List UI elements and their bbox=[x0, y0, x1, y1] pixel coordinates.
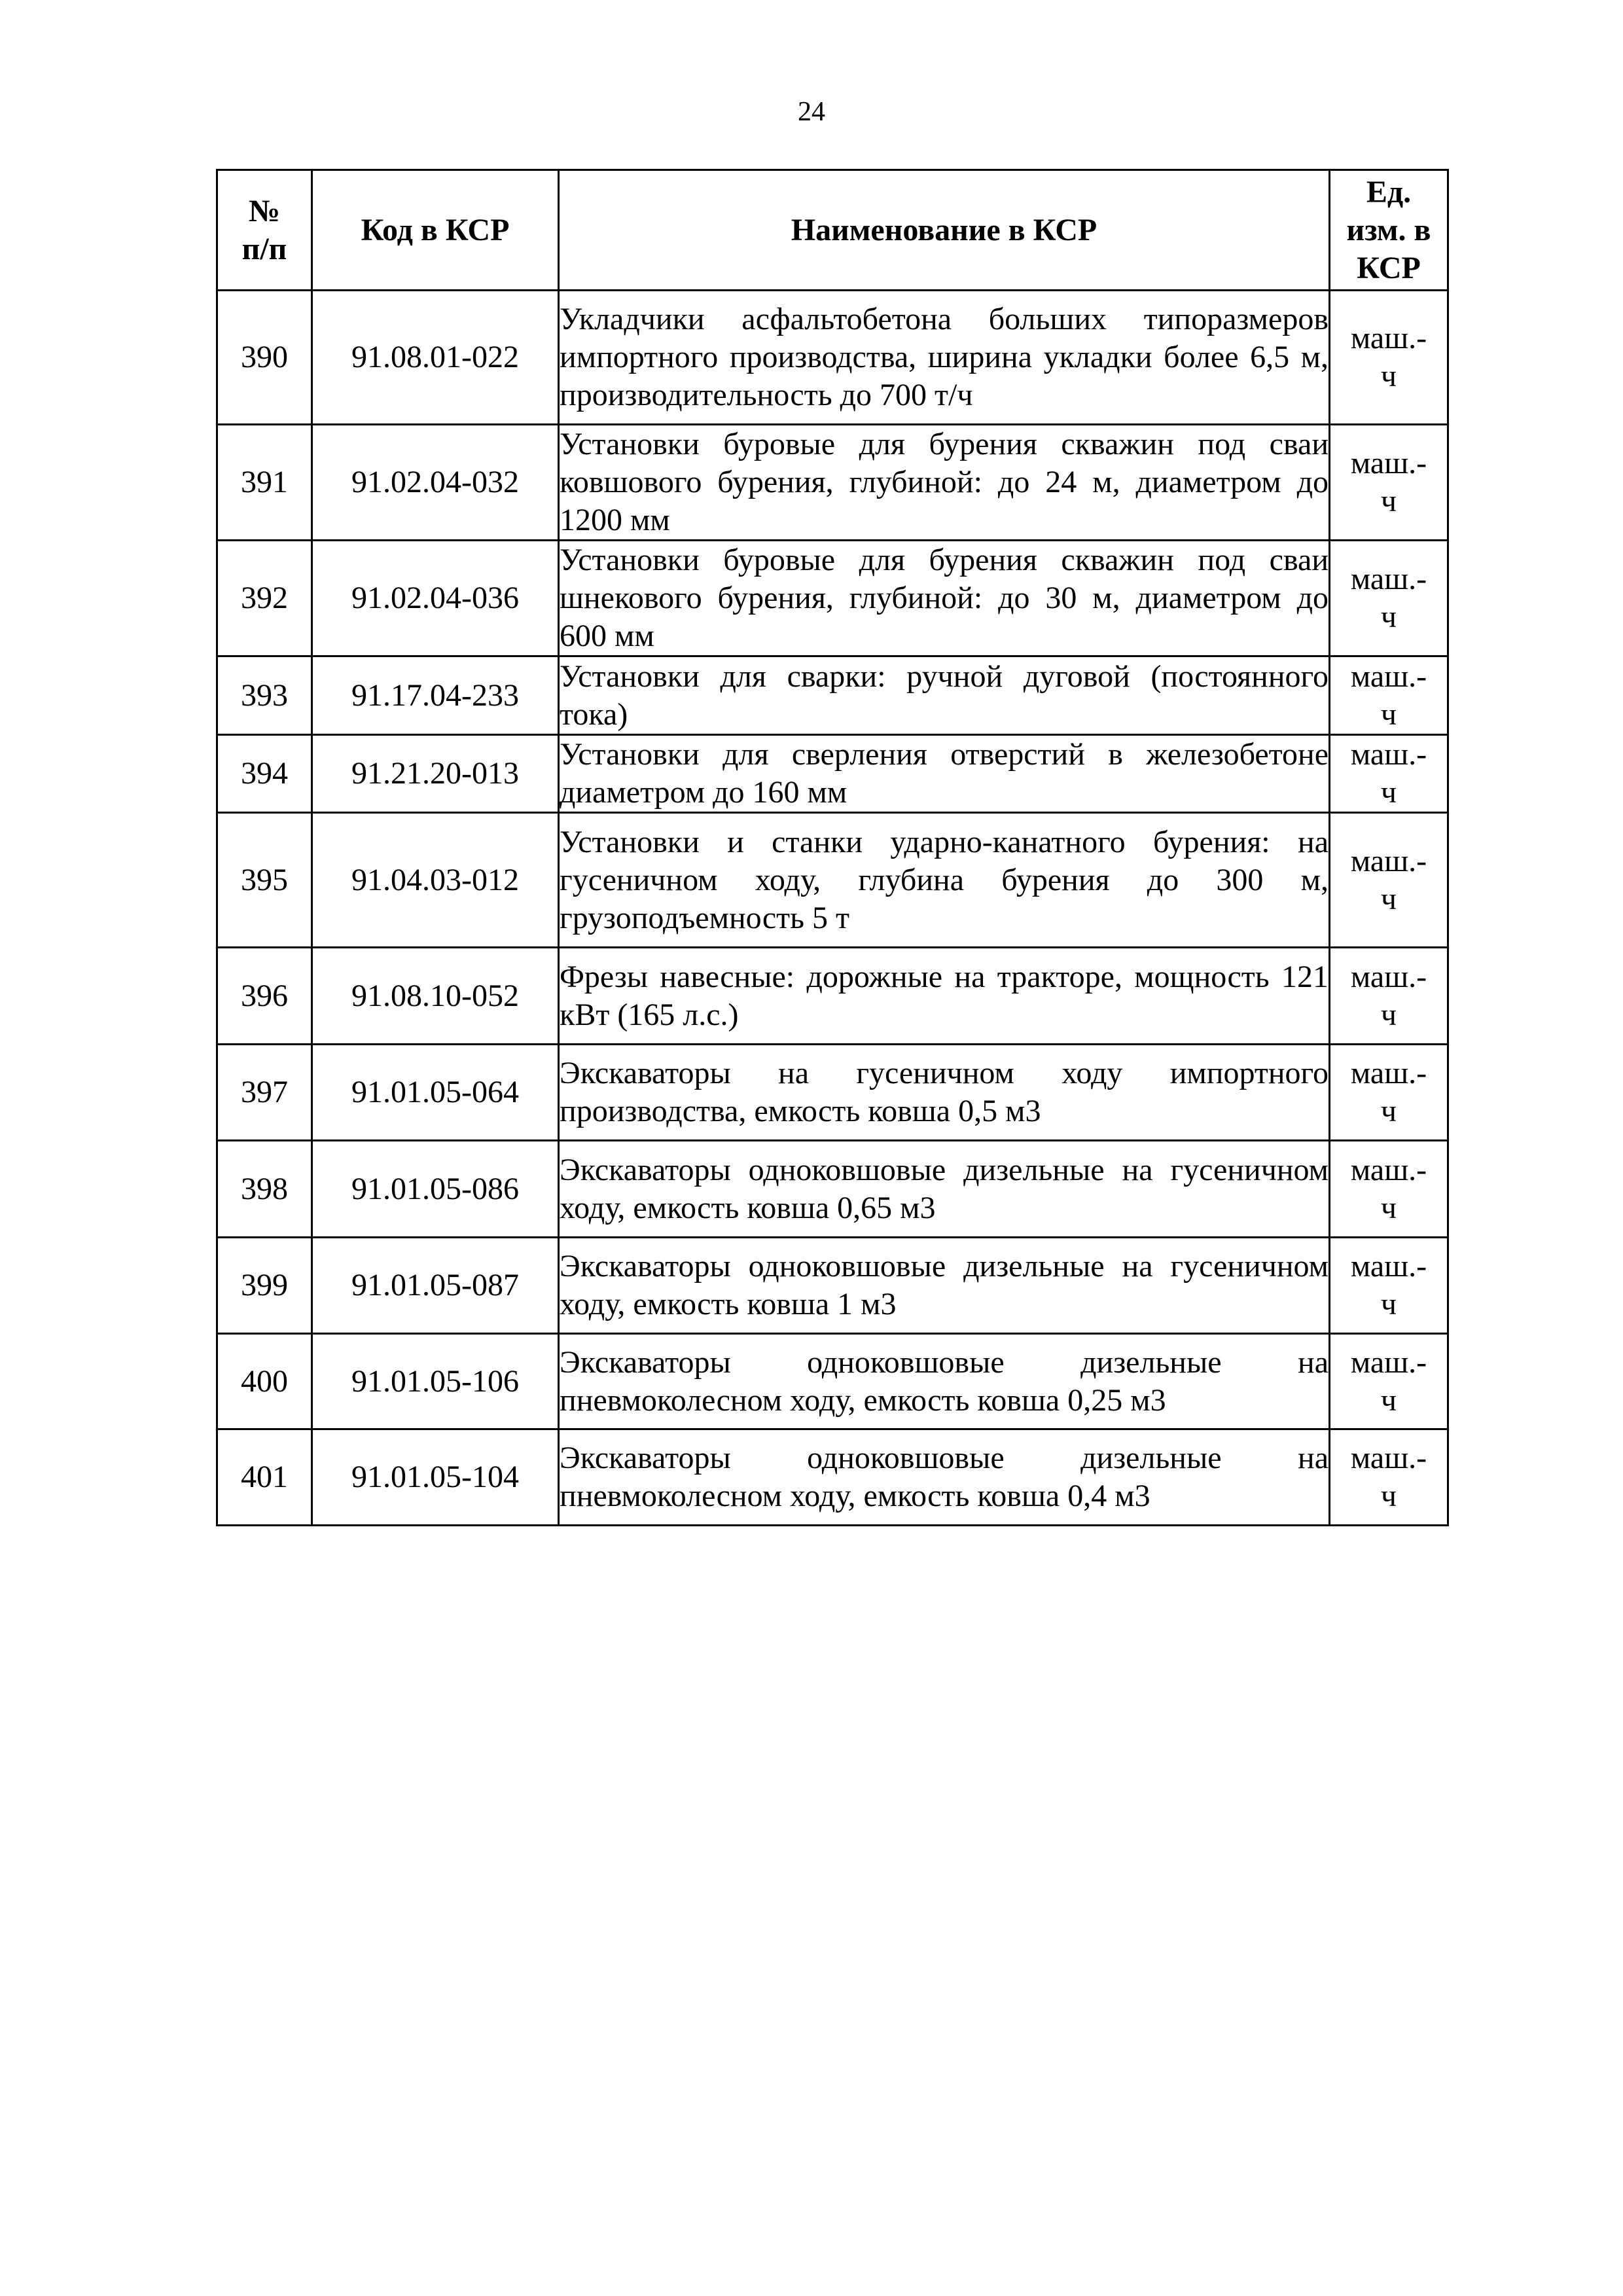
row-unit-line-1: маш.- bbox=[1350, 658, 1427, 694]
row-name: Установки буровые для бурения скважин под сваи ковшового бурения, глубиной: до 24 м, диаметром до 1200 мм bbox=[559, 425, 1330, 541]
header-unit bbox=[1330, 170, 1448, 291]
row-num: 392 bbox=[217, 541, 312, 656]
row-unit-line-1: маш.- bbox=[1350, 1441, 1427, 1475]
row-unit-line-2: ч bbox=[1380, 1382, 1397, 1418]
table-row bbox=[217, 813, 1448, 948]
row-unit-line-2: ч bbox=[1380, 1190, 1397, 1225]
table-header-row bbox=[217, 170, 1448, 291]
row-unit bbox=[1330, 1334, 1448, 1429]
table-row bbox=[217, 1141, 1448, 1238]
row-code: 91.01.05-064 bbox=[312, 1045, 559, 1141]
table-row bbox=[217, 656, 1448, 735]
row-unit-line-1: маш.- bbox=[1350, 321, 1427, 355]
row-unit bbox=[1330, 735, 1448, 813]
row-unit bbox=[1330, 425, 1448, 541]
row-code: 91.01.05-104 bbox=[312, 1429, 559, 1526]
row-name: Фрезы навесные: дорожные на тракторе, мощность 121 кВт (165 л.с.) bbox=[559, 948, 1330, 1045]
row-unit bbox=[1330, 813, 1448, 948]
row-unit-line-2: ч bbox=[1380, 1287, 1397, 1321]
table-row bbox=[217, 541, 1448, 656]
row-unit-line-2: ч bbox=[1380, 359, 1397, 393]
row-unit-line-2: ч bbox=[1380, 1094, 1397, 1128]
row-num: 395 bbox=[217, 813, 312, 948]
row-code: 91.08.10-052 bbox=[312, 948, 559, 1045]
row-unit bbox=[1330, 291, 1448, 425]
row-code: 91.02.04-032 bbox=[312, 425, 559, 541]
row-unit-line-1: маш.- bbox=[1350, 843, 1427, 878]
row-unit bbox=[1330, 1238, 1448, 1334]
row-unit bbox=[1330, 948, 1448, 1045]
header-name: Наименование в КСР bbox=[559, 170, 1330, 291]
row-unit-line-1: маш.- bbox=[1350, 562, 1427, 596]
table-row bbox=[217, 1334, 1448, 1429]
row-code: 91.02.04-036 bbox=[312, 541, 559, 656]
row-num: 390 bbox=[217, 291, 312, 425]
page-number: 24 bbox=[798, 97, 825, 127]
row-unit-line-1: маш.- bbox=[1350, 1056, 1427, 1090]
row-code: 91.08.01-022 bbox=[312, 291, 559, 425]
row-unit-line-2: ч bbox=[1380, 696, 1397, 732]
header-num-line-2: п/п bbox=[241, 231, 287, 266]
header-num bbox=[217, 170, 312, 291]
table-row bbox=[217, 1238, 1448, 1334]
table-row bbox=[217, 1429, 1448, 1526]
row-unit-line-1: маш.- bbox=[1350, 1152, 1427, 1187]
row-name: Установки буровые для бурения скважин под сваи шнекового бурения, глубиной: до 30 м, диаметром до 600 мм bbox=[559, 541, 1330, 656]
row-unit-line-2: ч bbox=[1380, 775, 1397, 810]
row-unit-line-2: ч bbox=[1380, 484, 1397, 518]
row-unit bbox=[1330, 656, 1448, 735]
row-unit-line-1: маш.- bbox=[1350, 1249, 1427, 1283]
row-name: Экскаваторы одноковшовые дизельные на пневмоколесном ходу, емкость ковша 0,25 м3 bbox=[559, 1334, 1330, 1429]
table-row bbox=[217, 425, 1448, 541]
row-num: 398 bbox=[217, 1141, 312, 1238]
row-unit-line-1: маш.- bbox=[1350, 737, 1427, 772]
header-code: Код в КСР bbox=[312, 170, 559, 291]
header-unit-line-1: Ед. bbox=[1366, 174, 1412, 209]
row-num: 396 bbox=[217, 948, 312, 1045]
row-name: Экскаваторы на гусеничном ходу импортного производства, емкость ковша 0,5 м3 bbox=[559, 1045, 1330, 1141]
row-code: 91.17.04-233 bbox=[312, 656, 559, 735]
row-num: 400 bbox=[217, 1334, 312, 1429]
row-num: 393 bbox=[217, 656, 312, 735]
header-num-line-1: № bbox=[248, 193, 281, 228]
header-unit-line-2: изм. в bbox=[1346, 212, 1431, 247]
row-name: Экскаваторы одноковшовые дизельные на гусеничном ходу, емкость ковша 1 м3 bbox=[559, 1238, 1330, 1334]
row-code: 91.01.05-106 bbox=[312, 1334, 559, 1429]
row-unit-line-1: маш.- bbox=[1350, 1344, 1427, 1380]
row-unit bbox=[1330, 1045, 1448, 1141]
header-unit-line-3: КСР bbox=[1357, 250, 1421, 285]
ksr-table bbox=[216, 169, 1449, 1526]
row-unit-line-2: ч bbox=[1380, 881, 1397, 916]
row-unit-line-2: ч bbox=[1380, 997, 1397, 1032]
table-row bbox=[217, 948, 1448, 1045]
row-num: 397 bbox=[217, 1045, 312, 1141]
row-name: Укладчики асфальтобетона больших типоразмеров импортного производства, ширина укладки более 6,5 м, производительность до 700 т/ч bbox=[559, 291, 1330, 425]
row-unit-line-1: маш.- bbox=[1350, 959, 1427, 994]
row-unit bbox=[1330, 1141, 1448, 1238]
row-name: Экскаваторы одноковшовые дизельные на гусеничном ходу, емкость ковша 0,65 м3 bbox=[559, 1141, 1330, 1238]
row-unit bbox=[1330, 1429, 1448, 1526]
table-row bbox=[217, 735, 1448, 813]
row-num: 391 bbox=[217, 425, 312, 541]
row-name: Установки для сверления отверстий в железобетоне диаметром до 160 мм bbox=[559, 735, 1330, 813]
row-unit bbox=[1330, 541, 1448, 656]
row-code: 91.01.05-087 bbox=[312, 1238, 559, 1334]
row-unit-line-1: маш.- bbox=[1350, 446, 1427, 480]
row-unit-line-2: ч bbox=[1380, 600, 1397, 634]
row-code: 91.01.05-086 bbox=[312, 1141, 559, 1238]
row-name: Экскаваторы одноковшовые дизельные на пневмоколесном ходу, емкость ковша 0,4 м3 bbox=[559, 1429, 1330, 1526]
row-name: Установки и станки ударно-канатного бурения: на гусеничном ходу, глубина бурения до 300 м, грузоподъемность 5 т bbox=[559, 813, 1330, 948]
table-row bbox=[217, 1045, 1448, 1141]
row-num: 401 bbox=[217, 1429, 312, 1526]
row-num: 394 bbox=[217, 735, 312, 813]
row-code: 91.04.03-012 bbox=[312, 813, 559, 948]
table-row bbox=[217, 291, 1448, 425]
row-num: 399 bbox=[217, 1238, 312, 1334]
row-name: Установки для сварки: ручной дуговой (постоянного тока) bbox=[559, 656, 1330, 735]
row-code: 91.21.20-013 bbox=[312, 735, 559, 813]
row-unit-line-2: ч bbox=[1380, 1479, 1397, 1513]
